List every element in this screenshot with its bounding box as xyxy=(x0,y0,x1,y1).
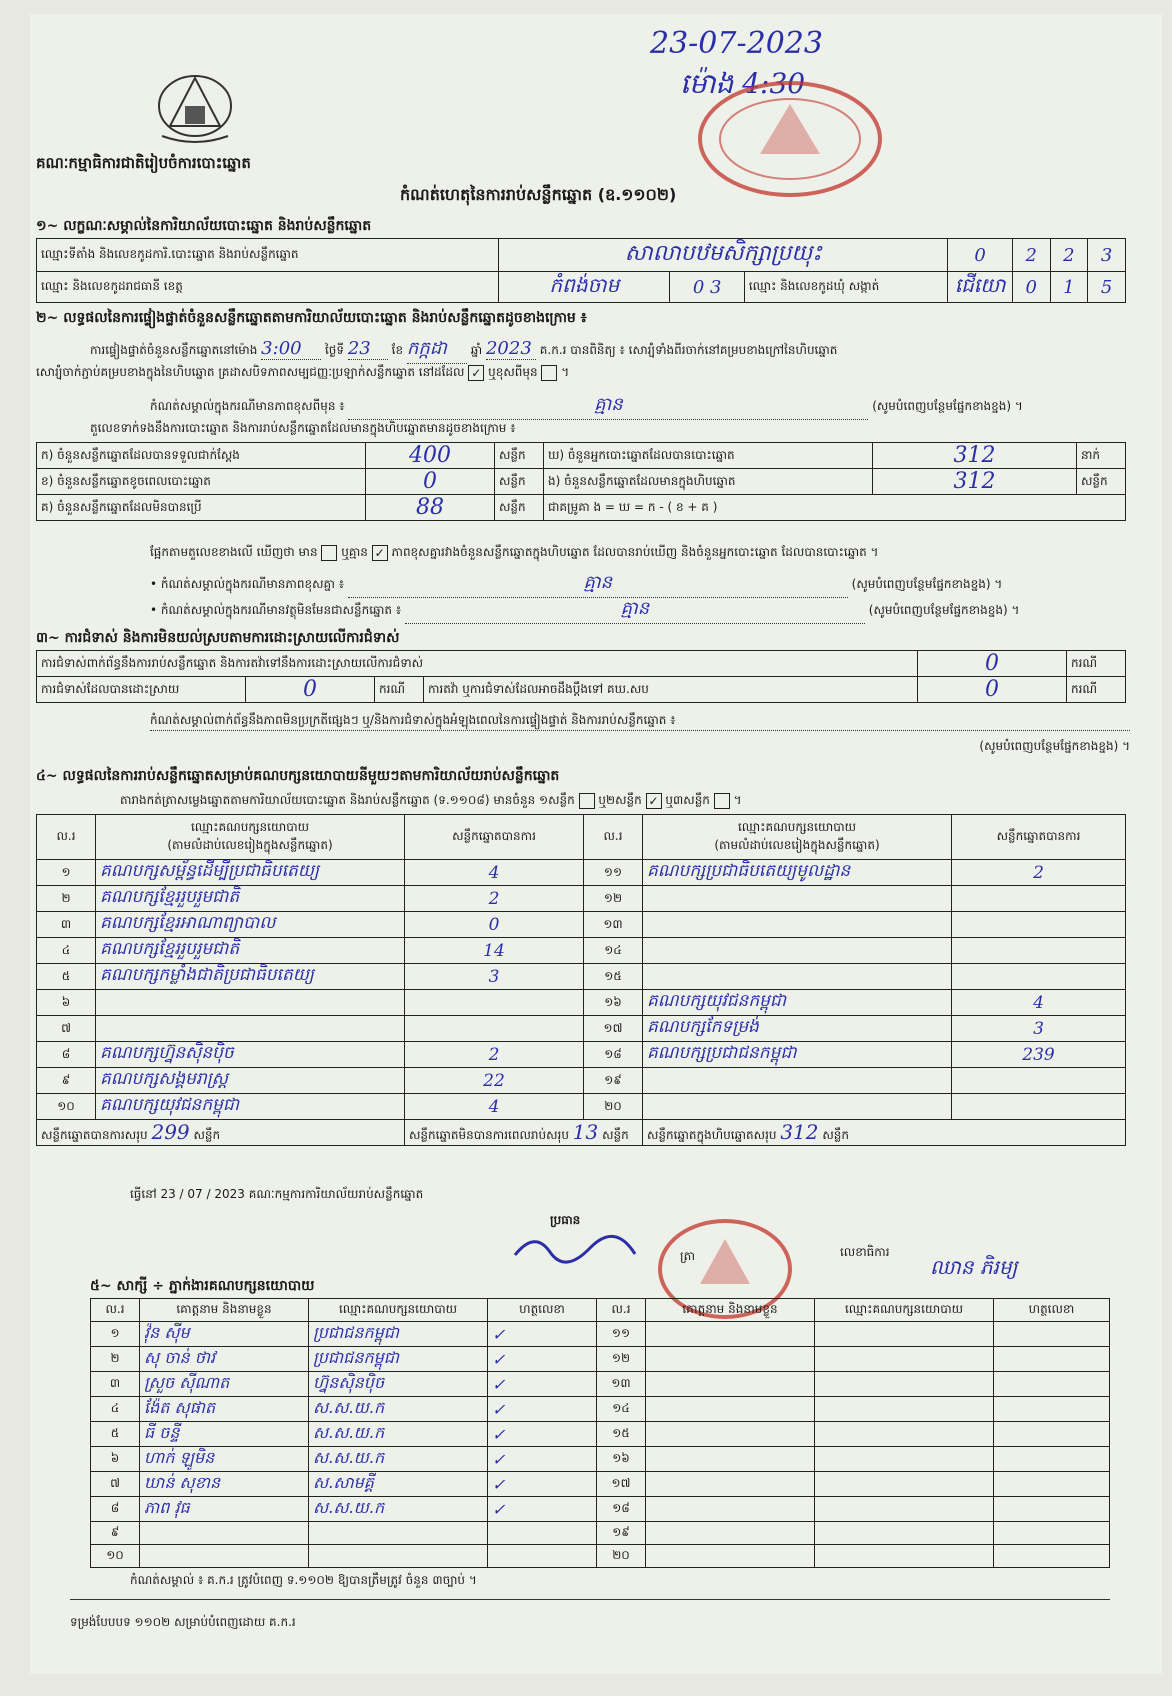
witness-name xyxy=(646,1397,815,1422)
document-sheet xyxy=(30,14,1162,1674)
party-name: គណបក្សប្រជាធិបតេយ្យមូលដ្ឋាន xyxy=(643,860,952,886)
witness-party xyxy=(815,1347,994,1372)
witness-signature xyxy=(994,1447,1110,1472)
party-name xyxy=(96,990,405,1016)
witness-party: ប្រជាជនកម្ពុជា xyxy=(309,1347,488,1372)
witness-name xyxy=(646,1447,815,1472)
witness-row xyxy=(91,1422,1110,1447)
row-no: ១០ xyxy=(37,1094,96,1120)
witness-row xyxy=(91,1497,1110,1522)
row-no: ២០ xyxy=(597,1545,646,1568)
col-no: ល.រ xyxy=(597,1299,646,1322)
year-value: 2023 xyxy=(486,338,536,360)
chair-label: ប្រធាន xyxy=(550,1213,581,1227)
witness-party: ស.សាមគ្គី xyxy=(309,1472,488,1497)
witness-name: ធី ចន្ទី xyxy=(140,1422,309,1447)
unit: ករណី xyxy=(375,677,424,703)
count-d-label: ឃ) ចំនួនអ្នកបោះឆ្នោតដែលបានបោះឆ្នោត xyxy=(544,443,873,469)
row-no: ៣ xyxy=(37,912,96,938)
note1-value: គ្មាន xyxy=(348,570,848,598)
vote-count: 4 xyxy=(952,990,1126,1016)
party-name xyxy=(643,1094,952,1120)
witness-row xyxy=(91,1447,1110,1472)
witness-signature xyxy=(994,1472,1110,1497)
unit: សន្លឹក xyxy=(495,443,544,469)
official-seal-icon xyxy=(690,74,890,204)
row-no: ៧ xyxy=(91,1472,140,1497)
fill-hint: (សូមបំពេញបន្ថែមផ្នែកខាងខ្នង) ។ xyxy=(872,399,1023,413)
unit: សន្លឹក xyxy=(495,495,544,521)
day-value: 23 xyxy=(348,338,388,360)
row-no: ៨ xyxy=(91,1497,140,1522)
vote-count: 22 xyxy=(405,1068,584,1094)
witness-name xyxy=(140,1545,309,1568)
vote-count xyxy=(952,938,1126,964)
vote-count xyxy=(952,1094,1126,1120)
row-no: ៩ xyxy=(37,1068,96,1094)
witness-party: ស.ស.យ.ក xyxy=(309,1397,488,1422)
commune-value: ជើយោ xyxy=(948,272,1012,303)
witness-name xyxy=(646,1522,815,1545)
location-code-digit: 3 xyxy=(1088,239,1126,272)
party-name xyxy=(643,912,952,938)
vote-count xyxy=(952,886,1126,912)
witness-signature xyxy=(994,1422,1110,1447)
count-c-value: 88 xyxy=(366,495,495,521)
date-line: ធ្វើនៅ 23 / 07 / 2023 គណៈកម្មការការិយាល័យរាប់សន្លឹកឆ្នោត xyxy=(130,1187,424,1201)
row-no: ២ xyxy=(91,1347,140,1372)
witness-name xyxy=(646,1472,815,1497)
section5-heading: ៥~ សាក្សី ÷ ភ្នាក់ងារគណបក្សនយោបាយ xyxy=(90,1278,315,1294)
count-b-value: 0 xyxy=(366,469,495,495)
month-value: កក្កដា xyxy=(407,336,467,364)
row-no: ១០ xyxy=(91,1545,140,1568)
note2-line: • កំណត់សម្គាល់ក្នុងករណីមានវត្ថុមិនមែនជាសន្លឹកឆ្នោត ៖ គ្មាន (សូមបំពេញបន្ថែមផ្នែកខាងខ្នង) ។ xyxy=(150,596,1130,624)
row-no: ១៩ xyxy=(597,1522,646,1545)
row-no: ៦ xyxy=(91,1447,140,1472)
complaints-row1-value: 0 xyxy=(918,651,1067,677)
vote-count: 239 xyxy=(952,1042,1126,1068)
row-no: ៧ xyxy=(37,1016,96,1042)
unit: ករណី xyxy=(1067,677,1126,703)
form-ref: ទម្រង់បែបបទ ១១០២ សម្រាប់បំពេញដោយ គ.ក.រ xyxy=(70,1615,296,1629)
witness-name: ឃាន់ សុខាន xyxy=(140,1472,309,1497)
party-name xyxy=(643,886,952,912)
total-invalid-value: 13 xyxy=(572,1120,599,1144)
witness-party: ស.ស.យ.ក xyxy=(309,1447,488,1472)
witness-name xyxy=(140,1522,309,1545)
witness-signature: ✓ xyxy=(488,1322,597,1347)
col-no: ល.រ xyxy=(37,815,96,860)
vote-count xyxy=(405,1016,584,1042)
result-row xyxy=(37,886,1126,912)
witness-signature: ✓ xyxy=(488,1497,597,1522)
vote-count: 2 xyxy=(952,860,1126,886)
count-e-value: 312 xyxy=(873,469,1077,495)
witness-party xyxy=(815,1397,994,1422)
result-row xyxy=(37,1042,1126,1068)
witness-signature xyxy=(994,1522,1110,1545)
witness-row xyxy=(91,1322,1110,1347)
witness-party xyxy=(815,1447,994,1472)
formula: ជាគម្រូគា ង = ឃ = ក - ( ខ + គ ) xyxy=(544,495,1126,521)
appeal-value: 0 xyxy=(918,677,1067,703)
row-no: ៩ xyxy=(91,1522,140,1545)
party-name: គណបក្សយុវជនកម្ពុជា xyxy=(643,990,952,1016)
total-invalid-cell: សន្លឹកឆ្នោតមិនបានការពេលរាប់សរុប 13 សន្លឹក xyxy=(405,1120,643,1146)
row-no: ១ xyxy=(91,1322,140,1347)
location-label: ឈ្មោះទីតាំង និងលេខកូដការិ.បោះឆ្នោត និងរាប់សន្លឹកឆ្នោត xyxy=(37,239,499,272)
witness-name xyxy=(646,1372,815,1397)
witness-signature xyxy=(488,1522,597,1545)
fill-hint: (សូមបំពេញបន្ថែមផ្នែកខាងខ្នង) ។ xyxy=(979,739,1130,753)
party-name: គណបក្សខ្មែររួបរួមជាតិ xyxy=(96,886,405,912)
party-name xyxy=(643,1068,952,1094)
vote-count: 0 xyxy=(405,912,584,938)
row-no: ១៧ xyxy=(597,1472,646,1497)
result-row xyxy=(37,938,1126,964)
complaints-table xyxy=(36,650,1126,703)
witness-signature xyxy=(994,1397,1110,1422)
footer-note: កំណត់សម្គាល់ ៖ គ.ក.រ ត្រូវបំពេញ ទ.១១០២ ឱ្យបានត្រឹមត្រូវ ចំនួន ៣ច្បាប់ ។ xyxy=(130,1573,477,1587)
witness-party: ប្រជាជនកម្ពុជា xyxy=(309,1322,488,1347)
complaints-row1-label: ការជំទាស់ពាក់ព័ន្ធនឹងការរាប់សន្លឹកឆ្នោត និងការតវ៉ាទៅនឹងការដោះស្រាយលើការជំទាស់ xyxy=(37,651,918,677)
col-votes: សន្លឹកឆ្នោតបានការ xyxy=(952,815,1126,860)
witness-name: សុ ចាន់ ថាវ xyxy=(140,1347,309,1372)
document-title: កំណត់ហេតុនៃការរាប់សន្លឹកឆ្នោត (ឧ.១១០២) xyxy=(400,185,677,204)
col-party: ឈ្មោះគណបក្សនយោបាយ xyxy=(815,1299,994,1322)
witness-row xyxy=(91,1397,1110,1422)
party-name: គណបក្សហ្វ៊ុនស៊ិនប៉ិច xyxy=(96,1042,405,1068)
section1-table xyxy=(36,238,1126,303)
row-no: ១៥ xyxy=(597,1422,646,1447)
witness-party xyxy=(815,1372,994,1397)
row-no: ១៦ xyxy=(597,1447,646,1472)
row-no: ១៨ xyxy=(584,1042,643,1068)
row-no: ៦ xyxy=(37,990,96,1016)
results-table xyxy=(36,814,1126,1146)
witness-signature: ✓ xyxy=(488,1372,597,1397)
col-name: គោត្តនាម និងនាមខ្លួន xyxy=(140,1299,309,1322)
witness-party: ហ្វ៊ុនស៊ិនប៉ិច xyxy=(309,1372,488,1397)
witness-row xyxy=(91,1372,1110,1397)
resolved-value: 0 xyxy=(246,677,375,703)
witness-party: ស.ស.យ.ក xyxy=(309,1422,488,1447)
row-no: ៥ xyxy=(91,1422,140,1447)
witness-row xyxy=(91,1347,1110,1372)
reason-line: កំណត់សម្គាល់ក្នុងករណីមានភាពខុសពីមុន ៖ គ្មាន (សូមបំពេញបន្ថែមផ្នែកខាងខ្នង) ។ xyxy=(150,392,1130,420)
vote-count: 2 xyxy=(405,886,584,912)
count-table xyxy=(36,442,1126,521)
stamp-label: ត្រា xyxy=(680,1249,695,1263)
unit: សន្លឹក xyxy=(495,469,544,495)
vote-count: 2 xyxy=(405,1042,584,1068)
witness-party xyxy=(309,1522,488,1545)
section2-heading: ២~ លទ្ធផលនៃការផ្ទៀងផ្ទាត់ចំនួនសន្លឹកឆ្នោតតាមការិយាល័យបោះឆ្នោត និងរាប់សន្លឹកឆ្នោតដូចខាងក្រោម ៖ xyxy=(36,310,587,326)
witness-row xyxy=(91,1545,1110,1568)
discrepancy-line: ផ្អែកតាមតួលេខខាងលើ ឃើញថា មាន ឬគ្មាន ✓ ភាពខុសគ្នារវាងចំនួនសន្លឹកឆ្នោតក្នុងហិបឆ្នោត ដែលបានរាប់ឃើញ និងចំនួនអ្នកបោះឆ្នោត ដែលបានបោះឆ្នោត ។ xyxy=(150,545,879,560)
witness-name: វ៉ុន ស៊ីម xyxy=(140,1322,309,1347)
col-no: ល.រ xyxy=(91,1299,140,1322)
appeal-label: ការតវ៉ា ឬការជំទាស់ដែលអាចដឹងប្តឹងទៅ គឃ.សប xyxy=(424,677,918,703)
chair-signature-icon xyxy=(510,1230,640,1270)
witness-party xyxy=(815,1497,994,1522)
party-name: គណបក្សយុវជនកម្ពុជា xyxy=(96,1094,405,1120)
witness-party xyxy=(815,1322,994,1347)
witness-name xyxy=(646,1422,815,1447)
row-no: ៣ xyxy=(91,1372,140,1397)
total-box-cell: សន្លឹកឆ្នោតក្នុងហិបឆ្នោតសរុប 312 សន្លឹក xyxy=(643,1120,1126,1146)
row-no: ១៩ xyxy=(584,1068,643,1094)
total-box-value: 312 xyxy=(780,1120,819,1144)
count-e-label: ង) ចំនួនសន្លឹកឆ្នោតដែលមានក្នុងហិបឆ្នោត xyxy=(544,469,873,495)
party-name: គណបក្សខ្មែរអាណាព្យាបាល xyxy=(96,912,405,938)
col-sign: ហត្ថលេខា xyxy=(488,1299,597,1322)
party-name: គណបក្សកែទម្រង់ xyxy=(643,1016,952,1042)
vote-count xyxy=(952,912,1126,938)
witness-name xyxy=(646,1545,815,1568)
secretary-label: លេខាធិការ xyxy=(840,1245,890,1259)
witness-party xyxy=(815,1422,994,1447)
witness-signature xyxy=(994,1347,1110,1372)
vote-count xyxy=(952,964,1126,990)
row-no: ១១ xyxy=(584,860,643,886)
witness-party xyxy=(815,1545,994,1568)
col-party: ឈ្មោះគណបក្សនយោបាយ (តាមលំដាប់លេខរៀងក្នុងសន្លឹកឆ្នោត) xyxy=(643,815,952,860)
result-row xyxy=(37,1068,1126,1094)
result-row xyxy=(37,964,1126,990)
count-a-value: 400 xyxy=(366,443,495,469)
witness-signature xyxy=(994,1497,1110,1522)
witness-signature xyxy=(994,1372,1110,1397)
result-row xyxy=(37,912,1126,938)
result-row xyxy=(37,990,1126,1016)
col-party: ឈ្មោះគណបក្សនយោបាយ (តាមលំដាប់លេខរៀងក្នុងសន្លឹកឆ្នោត) xyxy=(96,815,405,860)
party-name: គណបក្សប្រជាជនកម្ពុជា xyxy=(643,1042,952,1068)
vote-count: 4 xyxy=(405,860,584,886)
witness-signature xyxy=(994,1545,1110,1568)
commune-code-digit: 1 xyxy=(1050,272,1088,303)
witness-signature: ✓ xyxy=(488,1397,597,1422)
witness-signature: ✓ xyxy=(488,1472,597,1497)
witness-name xyxy=(646,1497,815,1522)
commune-code-digit: 0 xyxy=(1012,272,1050,303)
row-no: ១៣ xyxy=(597,1372,646,1397)
party-name xyxy=(643,938,952,964)
section4-heading: ៤~ លទ្ធផលនៃការរាប់សន្លឹកឆ្នោតសម្រាប់គណបក្សនយោបាយនីមួយៗតាមការិយាល័យរាប់សន្លឹកឆ្នោត xyxy=(36,768,560,784)
result-row xyxy=(37,1094,1126,1120)
witness-signature: ✓ xyxy=(488,1422,597,1447)
fill-hint: (សូមបំពេញបន្ថែមផ្នែកខាងខ្នង) ។ xyxy=(868,603,1020,617)
row-no: ២០ xyxy=(584,1094,643,1120)
witness-row xyxy=(91,1522,1110,1545)
count-a-label: ក) ចំនួនសន្លឹកឆ្នោតដែលបានទទួលជាក់ស្តែង xyxy=(37,443,366,469)
vote-count: 14 xyxy=(405,938,584,964)
unit: សន្លឹក xyxy=(1077,469,1126,495)
section3-heading: ៣~ ការជំទាស់ និងការមិនយល់ស្របតាមការដោះស្រាយលើការជំទាស់ xyxy=(36,630,400,646)
witness-row xyxy=(91,1472,1110,1497)
intro-line: តួលេខទាក់ទងនឹងការបោះឆ្នោត និងការរាប់សន្លឹកឆ្នោតដែលមានក្នុងហិបឆ្នោតមានដូចខាងក្រោម ៖ xyxy=(90,421,516,435)
row-no: ១២ xyxy=(597,1347,646,1372)
location-code-digit: 2 xyxy=(1050,239,1088,272)
note2-value: គ្មាន xyxy=(405,596,865,624)
witness-party xyxy=(815,1522,994,1545)
result-row xyxy=(37,860,1126,886)
province-code: 0 3 xyxy=(670,272,744,303)
col-sign: ហត្ថលេខា xyxy=(994,1299,1110,1322)
row-no: ១ xyxy=(37,860,96,886)
fill-hint-line xyxy=(36,738,1130,756)
party-name: គណបក្សសង្គមរាស្ត្រ xyxy=(96,1068,405,1094)
vote-count: 3 xyxy=(952,1016,1126,1042)
witness-signature xyxy=(488,1545,597,1568)
seal-check-text: សោរ្យ៉ុំចាក់ភ្ជាប់គម្របខាងក្នុងនៃហិបឆ្នោត គ្រដាសបិទភាពសម្បជញ្ញៈប្រឡាក់សន្លឹកឆ្នោត នៅដដែល ✓ ឬខុសពីមុន ។ xyxy=(36,365,570,380)
row-no: ១៤ xyxy=(597,1397,646,1422)
party-name: គណបក្សសម្ព័ន្ធដើម្បីប្រជាធិបតេយ្យ xyxy=(96,860,405,886)
col-votes: សន្លឹកឆ្នោតបានការ xyxy=(405,815,584,860)
resolved-label: ការជំទាស់ដែលបានដោះស្រាយ xyxy=(37,677,246,703)
witness-party xyxy=(309,1545,488,1568)
party-name: គណបក្សខ្មែររួបរួមជាតិ xyxy=(96,938,405,964)
verification-text: ការផ្ទៀងផ្ទាត់ចំនួនសន្លឹកឆ្នោតនៅម៉ោង 3:00 ថ្ងៃទី 23 ខែ កក្កដា ឆ្នាំ 2023 គ.ក.រ បានពិនិត្យ ៖ សោរ្យ៉ុំទាំងពីរចាក់នៅគម្របខាងក្រៅនៃហិបឆ្នោត xyxy=(90,336,1130,364)
receipt-time: ម៉ោង 4:30 xyxy=(680,67,806,100)
vote-count: 4 xyxy=(405,1094,584,1120)
unit: នាក់ xyxy=(1077,443,1126,469)
row-no: ១៥ xyxy=(584,964,643,990)
col-party: ឈ្មោះគណបក្សនយោបាយ xyxy=(309,1299,488,1322)
location-code-digit: 2 xyxy=(1012,239,1050,272)
row-no: ១២ xyxy=(584,886,643,912)
row-no: ១១ xyxy=(597,1322,646,1347)
witness-name xyxy=(646,1347,815,1372)
fill-hint: (សូមបំពេញបន្ថែមផ្នែកខាងខ្នង) ។ xyxy=(851,577,1003,591)
col-no: ល.រ xyxy=(584,815,643,860)
irregularities-line: កំណត់សម្គាល់ពាក់ព័ន្ធនឹងភាពមិនប្រក្រតីផ្សេងៗ ឬ/និងការជំទាស់ក្នុងអំឡុងពេលនៃការផ្ទៀងផ្ទាត់ និងការរាប់សន្លឹកឆ្នោត ៖ xyxy=(150,712,1130,731)
reason-value: គ្មាន xyxy=(348,392,868,420)
note1-line: • កំណត់សម្គាល់ក្នុងករណីមានភាពខុសគ្នា ៖ គ្មាន (សូមបំពេញបន្ថែមផ្នែកខាងខ្នង) ។ xyxy=(150,570,1130,598)
count-b-label: ខ) ចំនួនសន្លឹកឆ្នោតខូចពេលបោះឆ្នោត xyxy=(37,469,366,495)
row-no: ៤ xyxy=(37,938,96,964)
total-valid-value: 299 xyxy=(151,1120,190,1144)
party-name xyxy=(96,1016,405,1042)
receipt-date: 23-07-2023 xyxy=(650,26,823,61)
party-name xyxy=(643,964,952,990)
secretary-name: ឈាន ភិរម្យ xyxy=(930,1255,1018,1279)
section1-heading: ១~ លក្ខណៈសម្គាល់នៃការិយាល័យបោះឆ្នោត និងរាប់សន្លឹកឆ្នោត xyxy=(36,218,372,234)
vote-count xyxy=(405,990,584,1016)
row-no: ១៣ xyxy=(584,912,643,938)
witness-signature: ✓ xyxy=(488,1447,597,1472)
location-value: សាលាបឋមសិក្សាប្រយុះ xyxy=(499,239,948,272)
location-code-digit: 0 xyxy=(948,239,1012,272)
party-name: គណបក្សកម្លាំងជាតិប្រជាធិបតេយ្យ xyxy=(96,964,405,990)
total-valid-cell: សន្លឹកឆ្នោតបានការសរុប 299 សន្លឹក xyxy=(37,1120,405,1146)
sheet-count-line: តារាងកត់ត្រាសម្លេងឆ្នោតតាមការិយាល័យបោះឆ្នោត និងរាប់សន្លឹកឆ្នោត (ទ.១១០៨) មានចំនួន ១សន្លឹក ឬ២សន្លឹក ✓ ឬ៣សន្លឹក ។ xyxy=(120,793,742,808)
commune-code-digit: 5 xyxy=(1088,272,1126,303)
witness-name: ហាក់ ឡូមិន xyxy=(140,1447,309,1472)
witness-name: ភាព វុធ xyxy=(140,1497,309,1522)
witness-name: ស្រួច ស៊ីណាត xyxy=(140,1372,309,1397)
province-value: កំពង់ចាម xyxy=(499,272,670,303)
row-no: ១៦ xyxy=(584,990,643,1016)
province-label: ឈ្មោះ និងលេខកូដរាជធានី ខេត្ត xyxy=(37,272,499,303)
witness-signature xyxy=(994,1322,1110,1347)
row-no: ១៨ xyxy=(597,1497,646,1522)
witness-party: ស.ស.យ.ក xyxy=(309,1497,488,1522)
row-no: ៨ xyxy=(37,1042,96,1068)
vote-count xyxy=(952,1068,1126,1094)
result-row xyxy=(37,1016,1126,1042)
witness-table xyxy=(90,1298,1110,1568)
row-no: ២ xyxy=(37,886,96,912)
time-value: 3:00 xyxy=(261,338,321,360)
row-no: ៤ xyxy=(91,1397,140,1422)
nec-logo-icon xyxy=(150,66,240,148)
row-no: ៥ xyxy=(37,964,96,990)
count-d-value: 312 xyxy=(873,443,1077,469)
row-no: ១៤ xyxy=(584,938,643,964)
witness-signature: ✓ xyxy=(488,1347,597,1372)
org-name: គណៈកម្មាធិការជាតិរៀបចំការបោះឆ្នោត xyxy=(36,154,251,172)
witness-name xyxy=(646,1322,815,1347)
unit: ករណី xyxy=(1067,651,1126,677)
commune-label: ឈ្មោះ និងលេខកូដឃុំ សង្កាត់ xyxy=(744,272,948,303)
witness-name: ង៉ែត សុផាត xyxy=(140,1397,309,1422)
row-no: ១៧ xyxy=(584,1016,643,1042)
witness-party xyxy=(815,1472,994,1497)
vote-count: 3 xyxy=(405,964,584,990)
col-name: គោត្តនាម និងនាមខ្លួន xyxy=(646,1299,815,1322)
count-c-label: គ) ចំនួនសន្លឹកឆ្នោតដែលមិនបានប្រើ xyxy=(37,495,366,521)
